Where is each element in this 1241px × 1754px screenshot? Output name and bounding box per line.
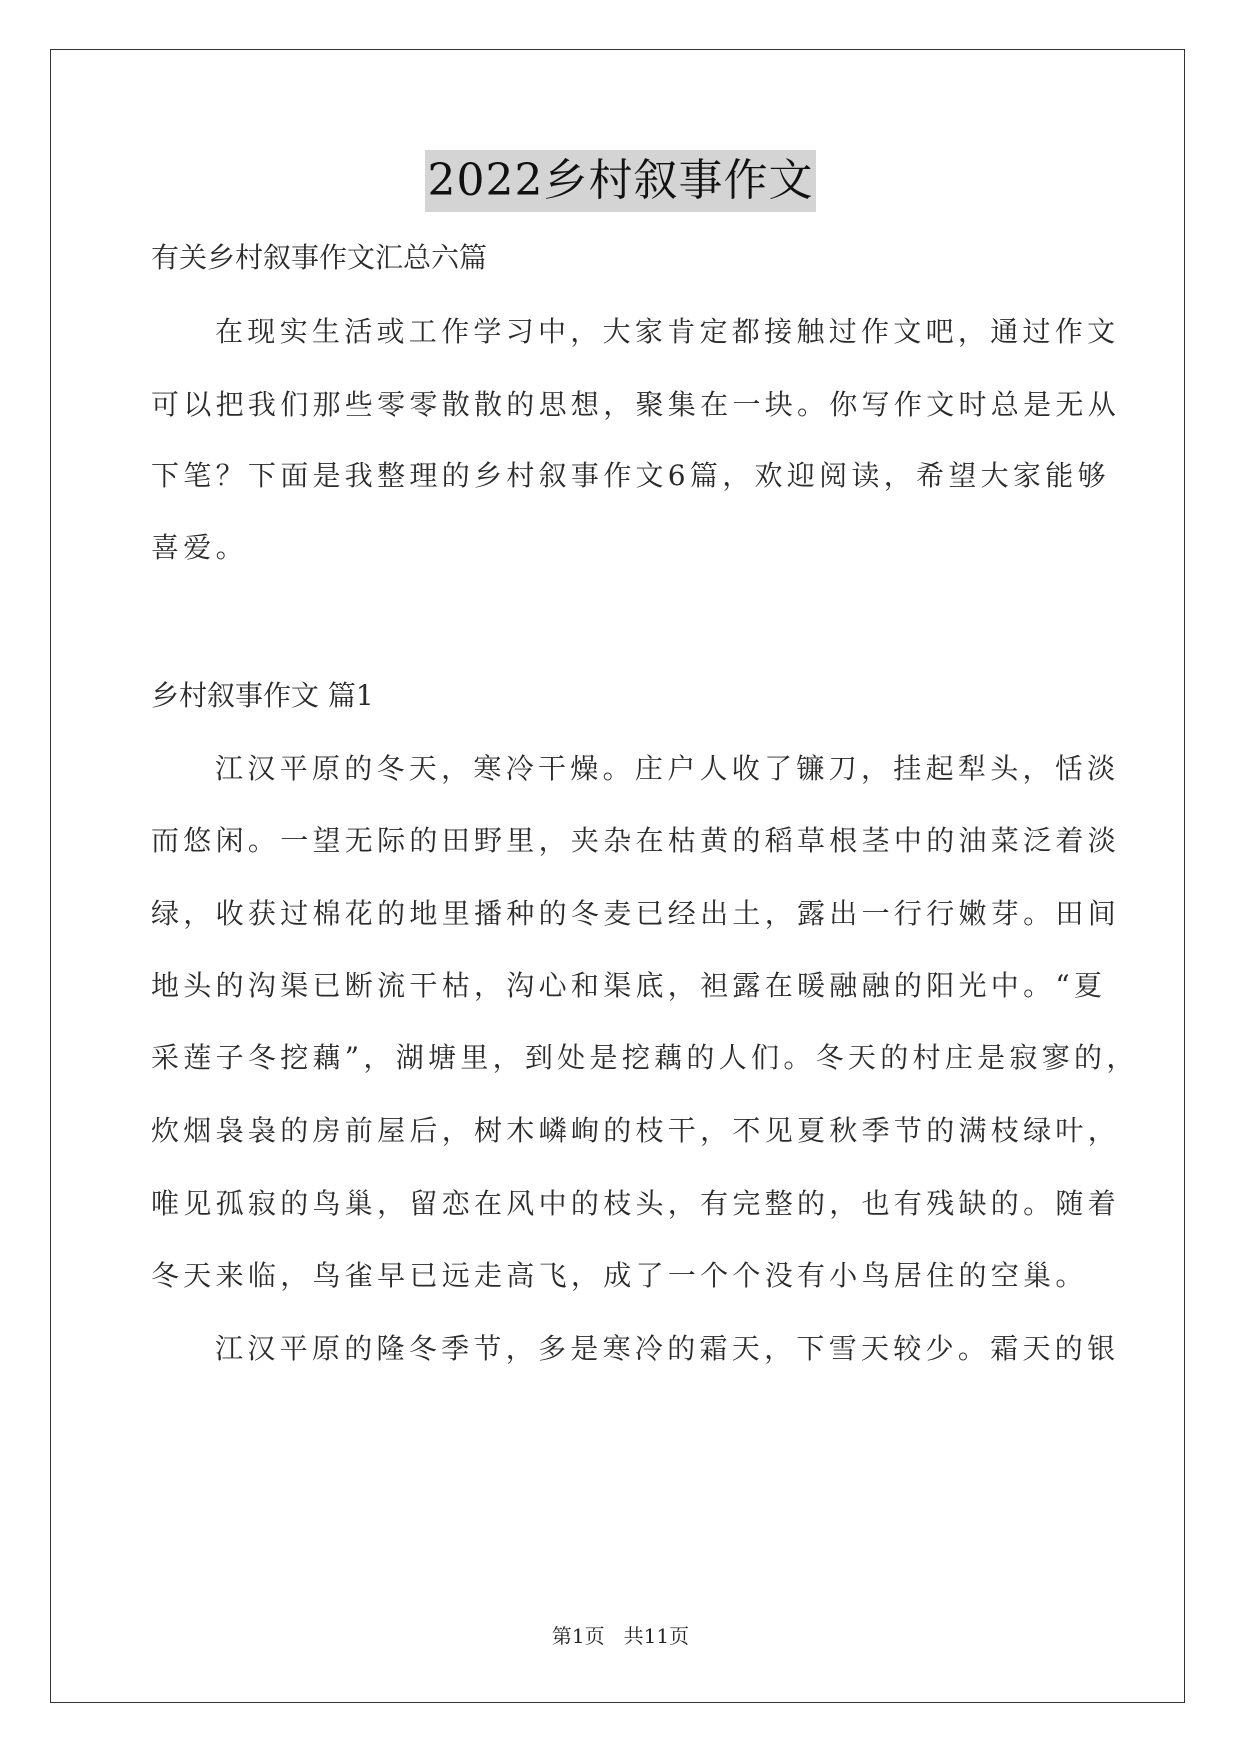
title-container xyxy=(0,150,1241,212)
body-line: 江汉平原的隆冬季节，多是寒冷的霜天，下雪天较少。霜天的银 xyxy=(215,1332,1120,1365)
body-line: 冬天来临，鸟雀早已远走高飞，成了一个个没有小鸟居住的空巢。 xyxy=(151,1259,1088,1292)
document-subtitle: 有关乡村叙事作文汇总六篇 xyxy=(151,241,488,274)
body-line: 地头的沟渠已断流干枯，沟心和渠底，袒露在暖融融的阳光中。“夏 xyxy=(151,969,1107,1002)
body-line: 江汉平原的冬天，寒冷干燥。庄户人收了镰刀，挂起犁头，恬淡 xyxy=(215,752,1120,785)
body-line: 炊烟袅袅的房前屋后，树木嶙峋的枝干，不见夏秋季节的满枝绿叶， xyxy=(151,1114,1121,1147)
document-title: 2022乡村叙事作文 xyxy=(425,150,817,212)
page-footer xyxy=(0,1623,1241,1649)
intro-line: 喜爱。 xyxy=(151,531,248,564)
intro-line: 可以把我们那些零零散散的思想，聚集在一块。你写作文时总是无从 xyxy=(151,388,1121,421)
body-line: 而悠闲。一望无际的田野里，夹杂在枯黄的稻草根茎中的油菜泛着淡 xyxy=(151,824,1121,857)
body-line: 唯见孤寂的鸟巢，留恋在风中的枝头，有完整的，也有残缺的。随着 xyxy=(151,1187,1121,1220)
page-number: 第1页 共11页 xyxy=(551,1624,690,1648)
body-line: 采莲子冬挖藕”，湖塘里，到处是挖藕的人们。冬天的村庄是寂寥的， xyxy=(151,1041,1139,1074)
section-heading: 乡村叙事作文 篇1 xyxy=(151,679,374,712)
body-line: 绿，收获过棉花的地里播种的冬麦已经出土，露出一行行嫩芽。田间 xyxy=(151,897,1121,930)
intro-line: 在现实生活或工作学习中，大家肯定都接触过作文吧，通过作文 xyxy=(215,315,1120,348)
page-border xyxy=(50,49,1185,1703)
intro-line: 下笔？下面是我整理的乡村叙事作文6篇，欢迎阅读，希望大家能够 xyxy=(151,459,1110,492)
